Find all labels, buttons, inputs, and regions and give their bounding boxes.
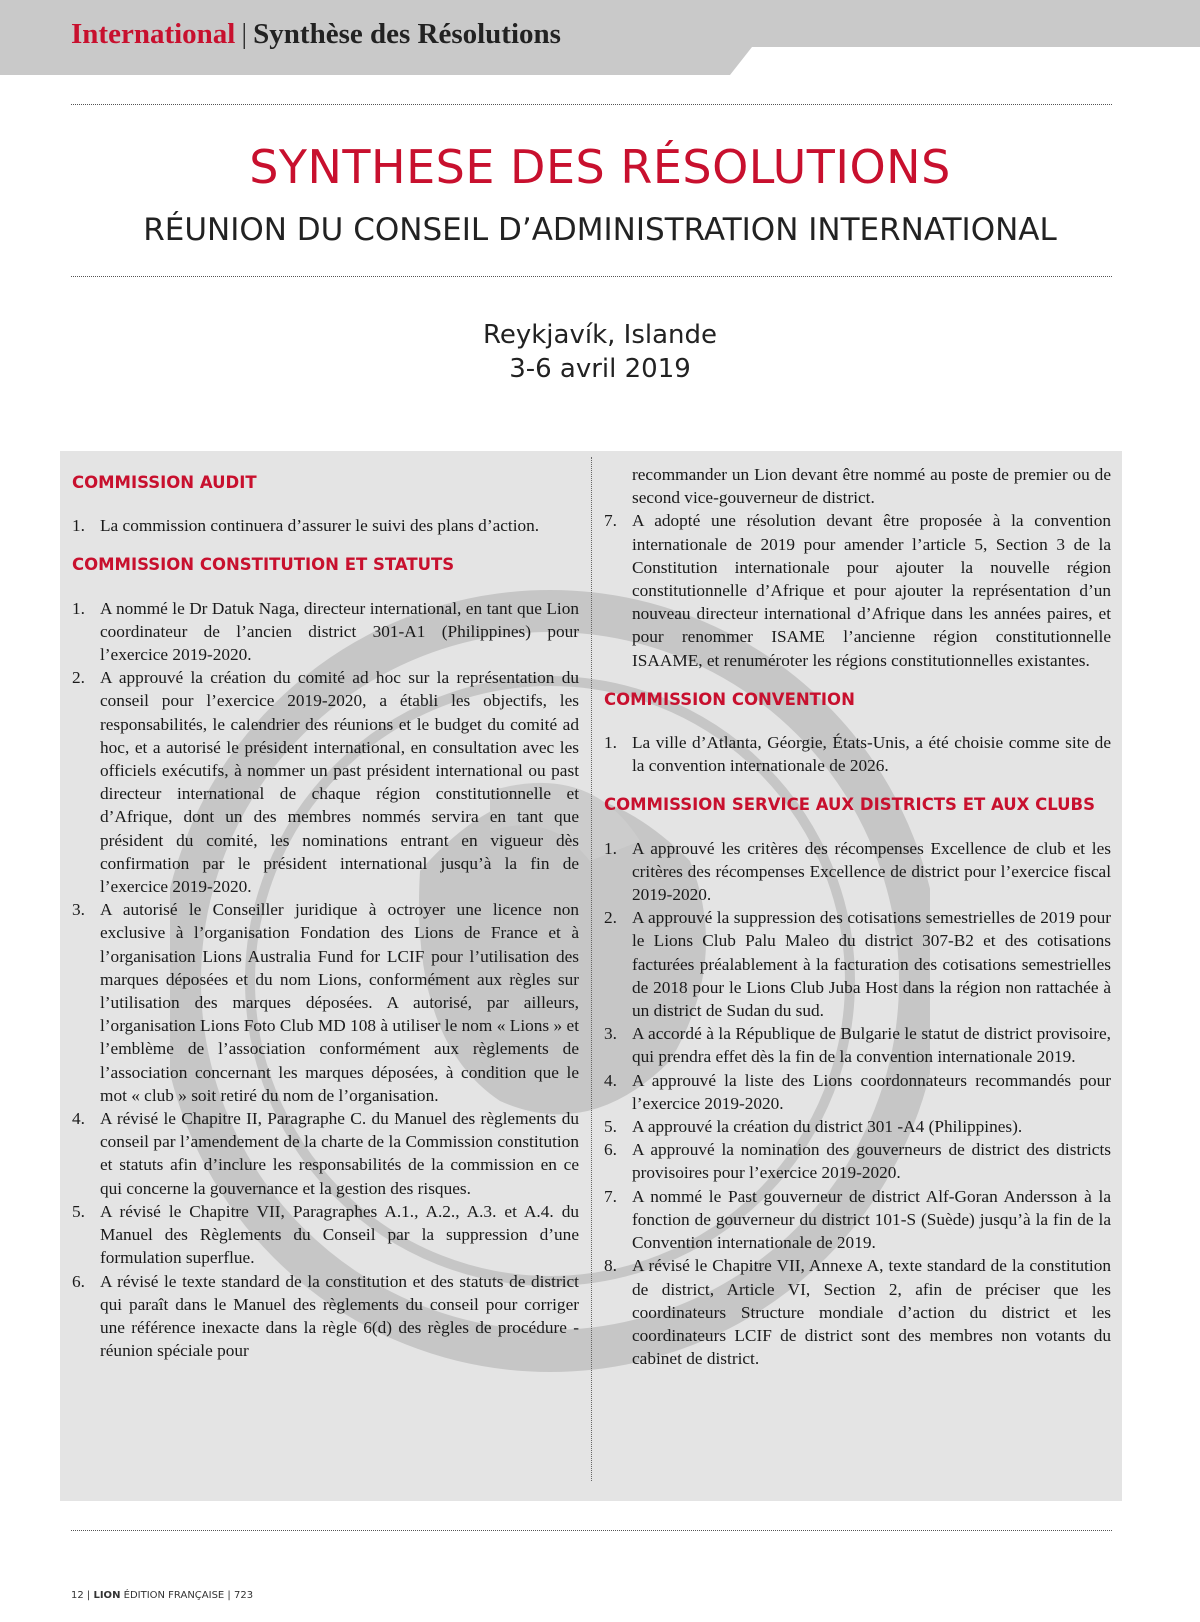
list-item: 6. A révisé le texte standard de la constitution et des statuts de district qui paraît dans le Manuel des règlements du conseil pour corriger une référence inexacte dans la règle 6(d) des règles de procédure - réunion spéciale pour [72, 1271, 579, 1361]
list-item: 5. A approuvé la création du district 301 -A4 (Philippines). [604, 1117, 1023, 1137]
heading-audit: COMMISSION AUDIT [72, 473, 257, 492]
footer-edition: ÉDITION FRANÇAISE [123, 1590, 225, 1601]
service-list [604, 837, 1111, 1371]
footer-issue: 723 [233, 1590, 254, 1601]
location-city: Reykjavík, Islande [482, 320, 718, 350]
divider-title [71, 276, 1112, 277]
constitution-list-continued [604, 509, 1111, 671]
audit-list [72, 514, 579, 537]
page-footer: 12 | LION ÉDITION FRANÇAISE | 723 [71, 1590, 254, 1601]
footer-brand: LION [93, 1590, 121, 1601]
list-item: 7. A nommé le Past gouverneur de district Alf-Goran Andersson à la fonction de gouverneur du district 101-S (Suède) jusqu’à la fin de la Convention internationale de 2019. [604, 1186, 1111, 1253]
divider-bottom [71, 1530, 1112, 1531]
right-column [604, 463, 1111, 1386]
left-column [72, 463, 579, 1378]
heading-constitution: COMMISSION CONSTITUTION ET STATUTS [72, 555, 455, 575]
list-item: 4. A approuvé la liste des Lions coordonnateurs recommandés pour l’exercice 2019-2020. [604, 1070, 1111, 1113]
header-band [0, 0, 1200, 75]
list-item: 6. A approuvé la nomination des gouverneurs de district des districts provisoires pour l’exercice 2019-2020. [604, 1140, 1111, 1183]
header-title: Synthèse des Résolutions [253, 18, 561, 50]
header-section: International [71, 18, 236, 50]
list-item: 5. A révisé le Chapitre VII, Paragraphes A.1., A.2., A.3. et A.4. du Manuel des Règlements du Conseil par la suppression d’une formulation superflue. [72, 1201, 579, 1268]
heading-convention: COMMISSION CONVENTION [604, 689, 855, 709]
convention-list [604, 731, 1111, 777]
list-item: 1. A approuvé les critères des récompenses Excellence de club et les critères des récompenses Excellence de district pour l’exercice fiscal 2019-2020. [604, 838, 1111, 905]
list-item: 1. La commission continuera d’assurer le suivi des plans d’action. [72, 516, 540, 536]
page-subtitle: RÉUNION DU CONSEIL D’ADMINISTRATION INTERNATIONAL [143, 212, 1057, 248]
list-item: 1. La ville d’Atlanta, Géorgie, États-Unis, a été choisie comme site de la convention internationale de 2026. [604, 733, 1111, 776]
list-item: 2. A approuvé la création du comité ad hoc sur la représentation du conseil pour l’exercice 2019-2020, a établi les objectifs, les responsabilités, le calendrier des réunions et le budget du comité ad hoc, et a autorisé le président international, en consultation avec les officiels exécutifs, à nommer un past président international ou past directeur international de chaque région constitutionnelle et d’Afrique, dont un des membres nommés servira en tant que président du comité, les nominations entrant en vigueur dès confirmation par le président international jusqu’à la fin de l’exercice 2019-2020. [72, 668, 579, 897]
list-item: 8. A révisé le Chapitre VII, Annexe A, texte standard de la constitution de district, Article VI, Section 2, afin de préciser que les coordinateurs Structure mondiale d’action du district et les coordinateurs LCIF de district sont des membres non votants du cabinet de district. [604, 1256, 1111, 1369]
list-item: 3. A accordé à la République de Bulgarie le statut de district provisoire, qui prendra effet dès la fin de la convention internationale 2019. [604, 1024, 1111, 1067]
column-divider [591, 457, 592, 1481]
list-item: 3. A autorisé le Conseiller juridique à octroyer une licence non exclusive à l’organisation Fondation des Lions de France et à l’organisation Lions Australia Fund for LCIF pour l’utilisation des marques déposées et du nom Lions, conformément aux règles sur l’utilisation des marques déposées. A autorisé, par ailleurs, l’organisation Lions Foto Club MD 108 à utiliser le nom « Lions » et l’emblème de l’association conformément aux règlements de l’association concernant les marques déposées, à condition que le mot « club » soit retiré du nom de l’organisation. [72, 900, 579, 1105]
divider-top [71, 104, 1112, 105]
list-item: 7. A adopté une résolution devant être proposée à la convention internationale de 2019 pour amender l’article 5, Section 3 de la Constitution internationale pour ajouter la nouvelle région constitutionnelle d’Afrique et pour ajouter la représentation d’un nouveau directeur international d’Afrique dans les années paires, et pour renommer ISAME l’ancienne région constitutionnelle ISAAME, et renuméroter les régions constitutionnelles existantes. [604, 511, 1111, 670]
list-item: 2. A approuvé la suppression des cotisations semestrielles de 2019 pour le Lions Club Palu Maleo du district 307-B2 et des cotisations facturées préalablement à la facturation des cotisations semestrielles de 2018 pour le Lions Club Juba Host dans la région non rattachée à un district de Sudan du sud. [604, 908, 1111, 1021]
continuation-text: recommander un Lion devant être nommé au poste de premier ou de second vice-gouverneur de district. [632, 465, 1111, 508]
resolutions-panel [60, 451, 1122, 1501]
page-title: SYNTHESE DES RÉSOLUTIONS [249, 140, 951, 194]
list-item: 1. A nommé le Dr Datuk Naga, directeur international, en tant que Lion coordinateur de l’ancien district 301-A1 (Philippines) pour l’exercice 2019-2020. [72, 598, 579, 665]
list-item: 4. A révisé le Chapitre II, Paragraphe C. du Manuel des règlements du conseil par l’amendement de la charte de la Commission constitution et statuts afin d’inclure les responsabilités de la commission en ce qui concerne la gouvernance et la gestion des risques. [72, 1109, 579, 1198]
page-number: 12 [71, 1590, 84, 1601]
header-breadcrumb [71, 18, 561, 51]
location-dates: 3-6 avril 2019 [509, 354, 691, 384]
heading-service: COMMISSION SERVICE AUX DISTRICTS ET AUX CLUBS [604, 795, 1095, 815]
constitution-list [72, 597, 579, 1363]
header-separator: | [241, 18, 248, 50]
